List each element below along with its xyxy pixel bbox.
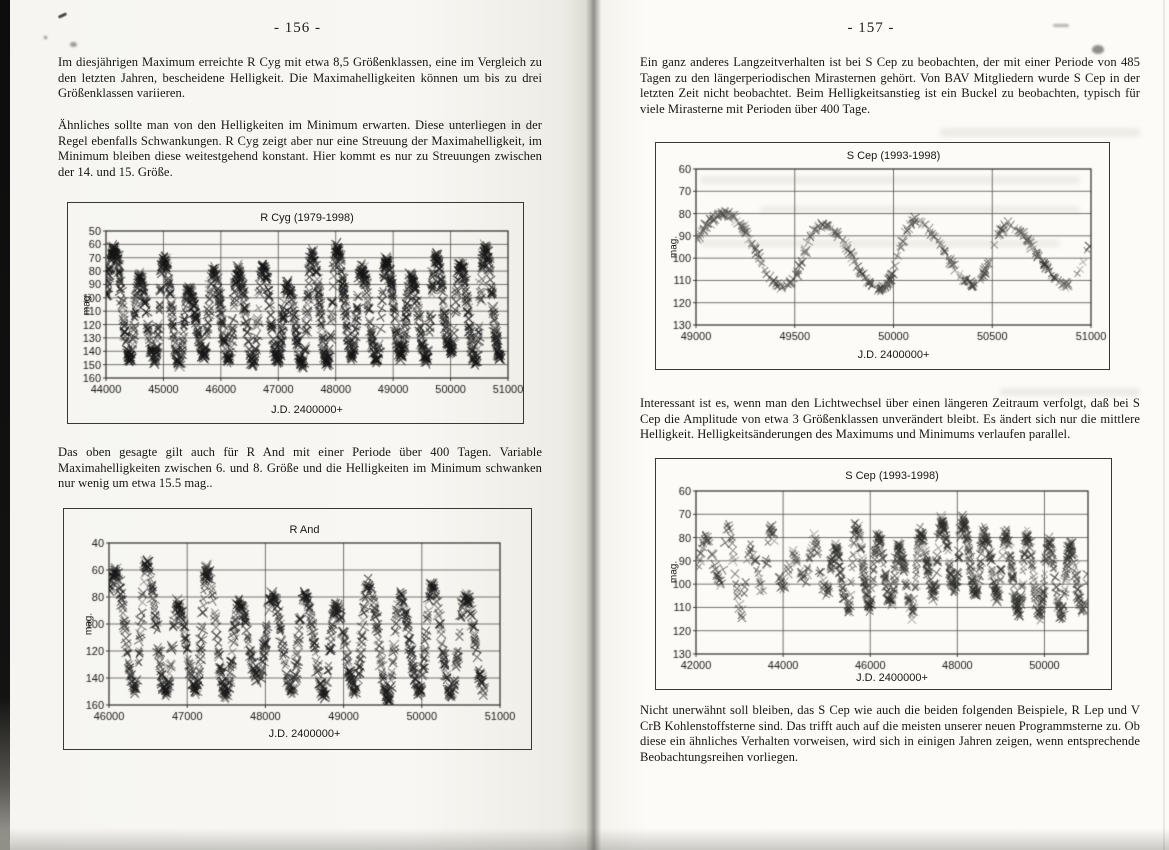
bleedthrough-smudge [700, 240, 1060, 247]
paragraph: Ein ganz anderes Langzeitverhalten ist bei S Cep zu beobachten, der mit einer Periode von 485 Tagen zu den längerperiodischen Mirasternen gehört. Von BAV Mitgliedern wurde S Cep in der letzten Zeit nicht beobachtet. Beim Helligkeitsanstieg ist ein Buckel zu beobachten, typisch für viele Mirasterne mit Perioden über 400 Tage. [640, 55, 1140, 116]
page-number: - 157 - [847, 20, 895, 36]
bleedthrough-smudge [700, 176, 1080, 184]
y-axis-label: mag. [668, 235, 680, 259]
x-axis-label: J.D. 2400000+ [856, 672, 928, 684]
chart-s-cep-longterm [655, 458, 1112, 690]
x-axis-label: J.D. 2400000+ [268, 728, 341, 740]
scan-right-edge [1163, 0, 1165, 850]
chart-r-and [63, 508, 532, 750]
bleedthrough-smudge [760, 206, 1080, 213]
paragraph: Nicht unerwähnt soll bleiben, das S Cep wie auch die beiden folgenden Beispiele, R Lep und V CrB Kohlenstoffsterne sind. Das trifft auch auf die meisten unserer neuen Programmsterne zu. Ob diese ein ähnliches Verhalten vorweisen, wird sich in einigen Jahren zeigen, wenn entsprechende Beobachtungsreihen vorliegen. [640, 703, 1140, 764]
chart-r-cyg [67, 202, 524, 424]
paragraph: Ähnliches sollte man von den Helligkeiten im Minimum erwarten. Diese unterliegen in der Regel ebenfalls Schwankungen. R Cyg zeigt aber nur eine Streuung der Maximahelligkeit, im Minimum bleiben diese weitestgehend konstant. Hier kommt es nur zu Streuungen zwischen der 14. und 15. Größe. [58, 118, 542, 179]
page-number: - 156 - [274, 20, 321, 36]
y-axis-label: mag. [83, 612, 95, 636]
chart-plot-area [68, 203, 523, 423]
x-axis-label: J.D. 2400000+ [857, 349, 930, 361]
bleedthrough-smudge [430, 122, 530, 130]
chart-plot-area [656, 459, 1111, 689]
scan-speck [1053, 24, 1069, 27]
paragraph: Interessant ist es, wenn man den Lichtwechsel über einen längeren Zeitraum verfolgt, daß bei S Cep die Amplitude von etwa 3 Größenklassen unverändert bleibt. Es ändert sich nur die mittlere Helligkeit. Helligkeitsänderungen des Maximums und Minimums verlaufen parallel. [640, 396, 1140, 442]
bleedthrough-smudge [940, 128, 1140, 137]
y-axis-label: mag. [81, 292, 93, 316]
x-axis-label: J.D. 2400000+ [271, 404, 343, 416]
chart-title: R And [289, 524, 320, 536]
scan-speck [44, 36, 47, 39]
y-axis-label: mag. [668, 560, 680, 584]
scan-left-edge [0, 0, 10, 850]
chart-title: R Cyg (1979-1998) [260, 212, 354, 224]
paragraph: Das oben gesagte gilt auch für R And mit einer Periode über 400 Tagen. Variable Maximahelligkeiten zwischen 6. und 8. Größe und die Helligkeiten im Minimum schwanken nur wenig um etwa 15.5 mag.. [58, 445, 542, 491]
paragraph: Im diesjährigen Maximum erreichte R Cyg mit etwa 8,5 Größenklassen, eine im Vergleich zu den letzten Jahren, bescheidene Helligkeit. Die Maximahelligkeiten können um bis zu drei Größenklassen variieren. [58, 55, 542, 101]
chart-title: S Cep (1993-1998) [845, 470, 939, 482]
chart-title: S Cep (1993-1998) [846, 150, 941, 162]
chart-plot-area [64, 509, 531, 749]
scan-bottom-shadow [0, 828, 1169, 850]
page-gutter-shadow [585, 0, 601, 850]
scan-speck [1092, 45, 1104, 54]
scan-speck [70, 42, 77, 47]
bleedthrough-smudge [1000, 388, 1140, 396]
